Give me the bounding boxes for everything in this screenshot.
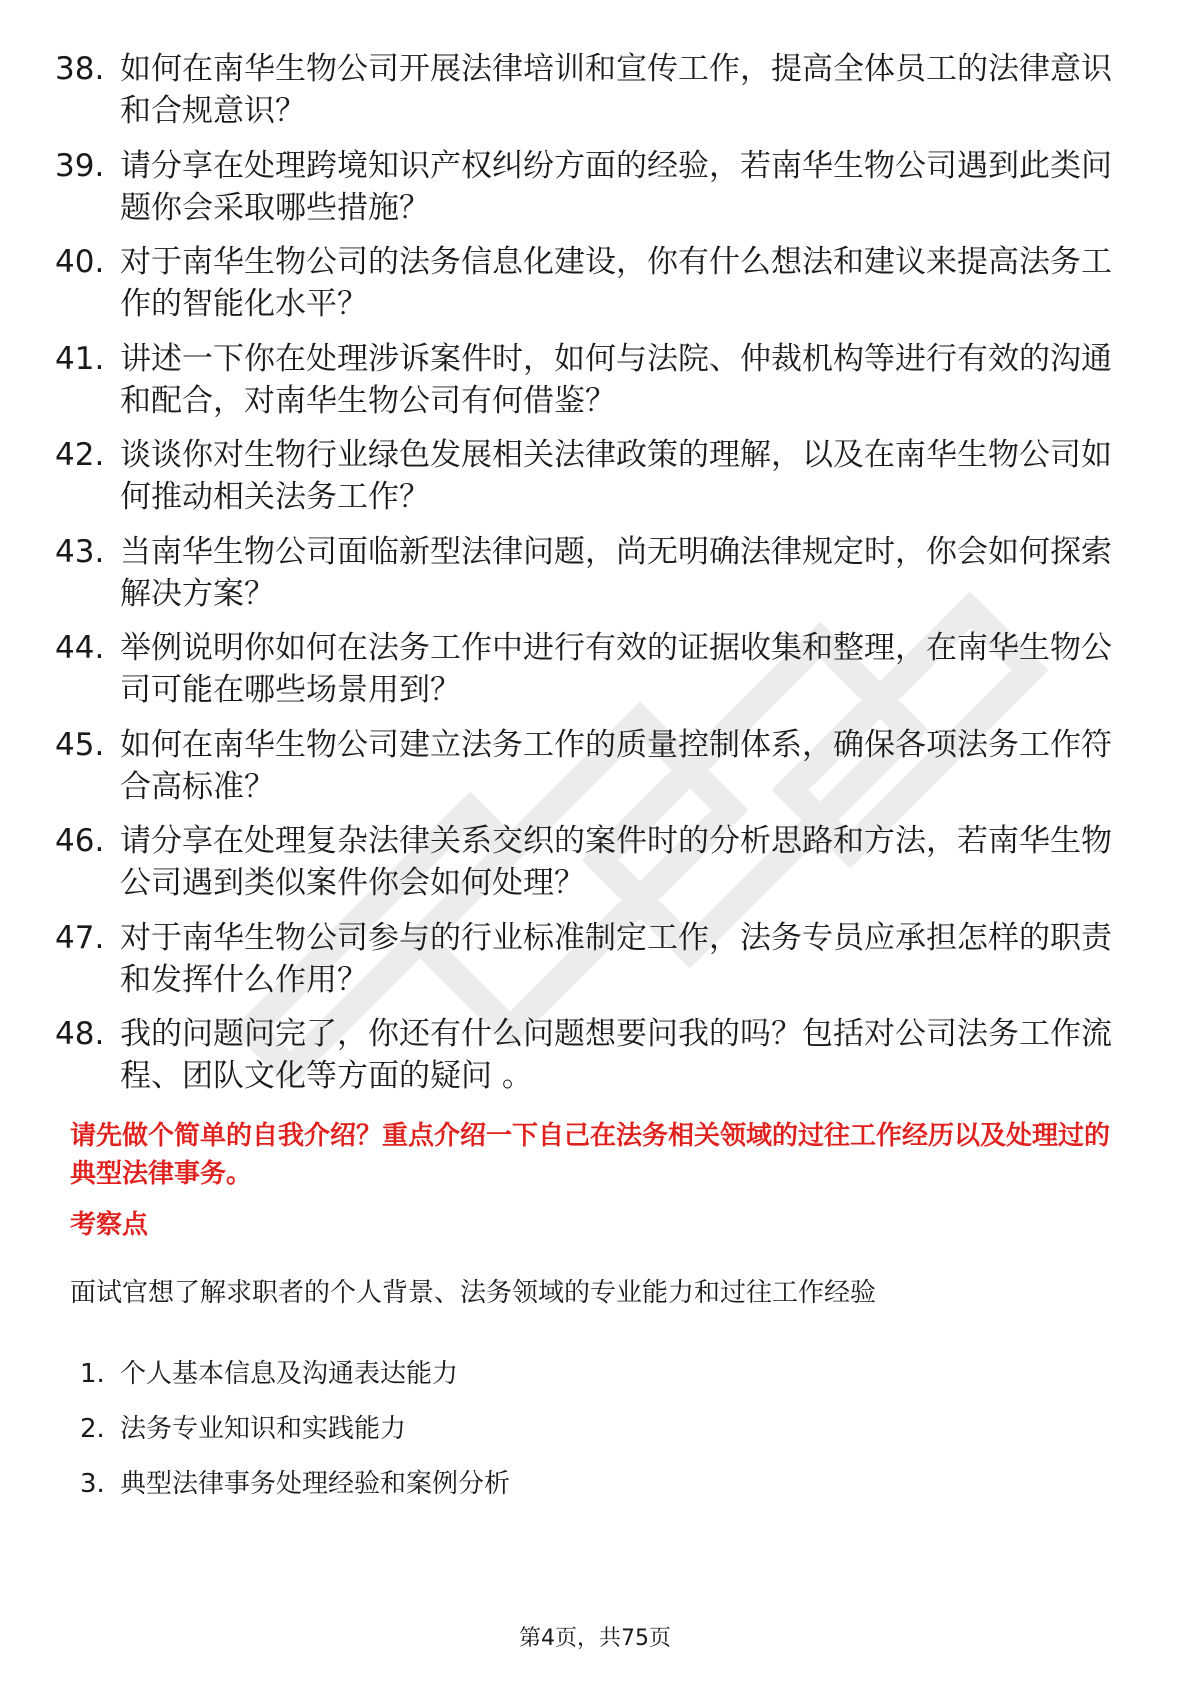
question-number: 39. <box>55 147 105 184</box>
focus-point-number: 1. <box>80 1359 105 1389</box>
focus-points-list <box>80 1356 510 1521</box>
focus-point <box>80 1466 510 1502</box>
question-text: 举例说明你如何在法务工作中进行有效的证据收集和整理，在南华生物公司可能在哪些场景用到？ <box>120 630 1112 708</box>
question-number: 48. <box>55 1016 105 1052</box>
question-item <box>55 917 1125 1001</box>
question-item <box>55 338 1125 422</box>
question-text: 请分享在处理复杂法律关系交织的案件时的分析思路和方法，若南华生物公司遇到类似案件你会如何处理？ <box>120 823 1112 901</box>
question-list <box>55 48 1125 1110</box>
question-text: 对于南华生物公司参与的行业标准制定工作，法务专员应承担怎样的职责和发挥什么作用？ <box>120 919 1112 998</box>
question-text: 请分享在处理跨境知识产权纠纷方面的经验，若南华生物公司遇到此类问题你会采取哪些措施？ <box>120 147 1112 226</box>
focus-point <box>80 1411 510 1447</box>
question-item <box>55 627 1125 711</box>
focus-description: 面试官想了解求职者的个人背景、法务领域的专业能力和过往工作经验 <box>70 1278 877 1308</box>
question-item <box>55 145 1125 229</box>
focus-point <box>80 1356 510 1392</box>
question-number: 44. <box>55 630 105 666</box>
page-number: 第4页，共75页 <box>519 1626 671 1651</box>
question-text: 对于南华生物公司的法务信息化建设，你有什么想法和建议来提高法务工作的智能化水平？ <box>120 244 1112 322</box>
question-number: 45. <box>55 726 105 763</box>
highlight-question: 请先做个简单的自我介绍？重点介绍一下自己在法务相关领域的过往工作经历以及处理过的典型法律事务。 <box>70 1121 1111 1189</box>
focus-point-text: 个人基本信息及沟通表达能力 <box>120 1359 459 1389</box>
focus-point-number: 2. <box>80 1414 105 1444</box>
question-item <box>55 241 1125 325</box>
question-text: 如何在南华生物公司开展法律培训和宣传工作，提高全体员工的法律意识和合规意识？ <box>120 51 1112 129</box>
question-number: 47. <box>55 919 105 956</box>
question-item <box>55 48 1125 132</box>
question-item <box>55 434 1125 518</box>
focus-point-text: 典型法律事务处理经验和案例分析 <box>120 1469 511 1499</box>
question-item <box>55 531 1125 615</box>
question-text: 当南华生物公司面临新型法律问题，尚无明确法律规定时，你会如何探索解决方案？ <box>120 533 1112 612</box>
question-number: 38. <box>55 51 105 87</box>
question-number: 42. <box>55 437 105 473</box>
question-text: 谈谈你对生物行业绿色发展相关法律政策的理解，以及在南华生物公司如何推动相关法务工作？ <box>120 437 1112 515</box>
focus-heading: 考察点 <box>70 1210 149 1240</box>
question-item <box>55 724 1125 808</box>
question-text: 我的问题问完了，你还有什么问题想要问我的吗？包括对公司法务工作流程、团队文化等方面的疑问 。 <box>120 1016 1112 1094</box>
question-item <box>55 1013 1125 1097</box>
focus-point-number: 3. <box>80 1469 105 1499</box>
question-number: 46. <box>55 823 105 859</box>
question-item <box>55 820 1125 904</box>
question-text: 讲述一下你在处理涉诉案件时，如何与法院、仲裁机构等进行有效的沟通和配合，对南华生物公司有何借鉴？ <box>120 340 1112 419</box>
question-number: 40. <box>55 244 105 280</box>
question-number: 41. <box>55 340 105 377</box>
question-number: 43. <box>55 533 105 570</box>
question-text: 如何在南华生物公司建立法务工作的质量控制体系，确保各项法务工作符合高标准？ <box>120 726 1112 805</box>
focus-point-text: 法务专业知识和实践能力 <box>120 1414 407 1444</box>
